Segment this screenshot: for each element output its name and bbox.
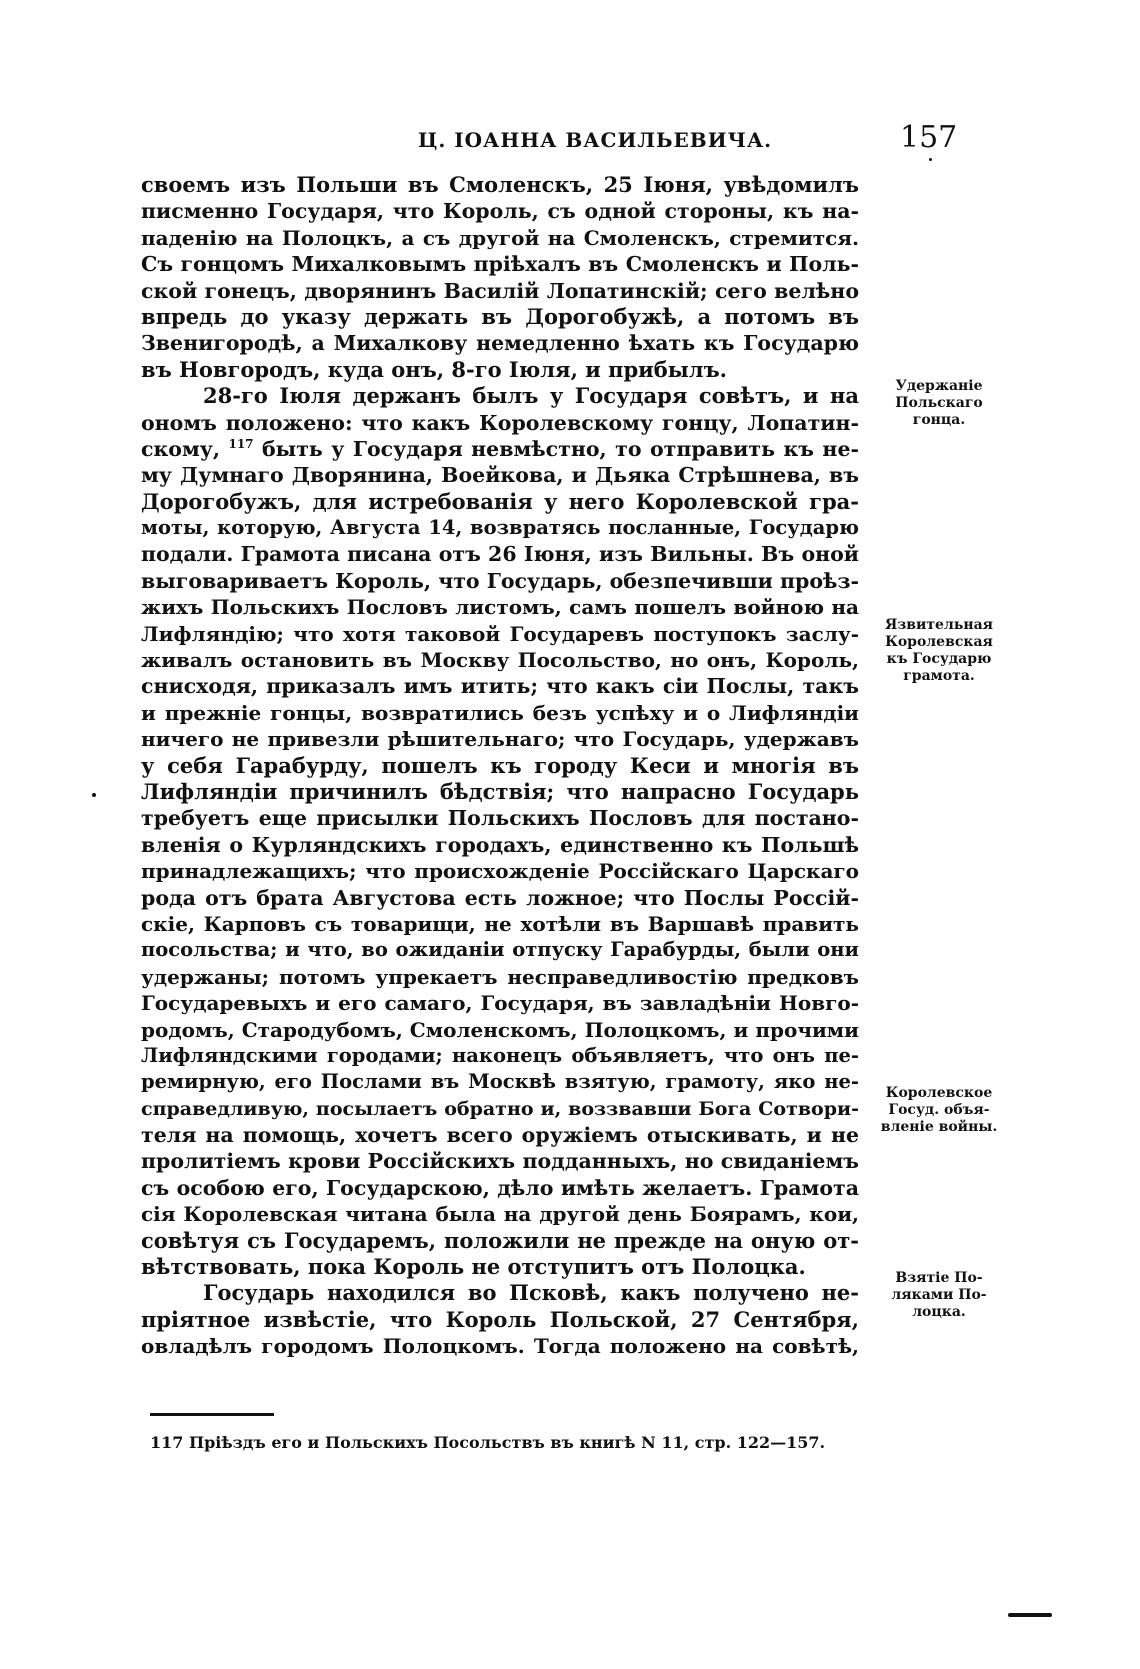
margin-note-polotsk-taken — [876, 1270, 1002, 1321]
text-line: ремирную, его Послами въ Москвѣ взятую, грамоту, яко не- — [141, 1070, 859, 1094]
margin-note-line: Госуд. объя- — [888, 1102, 990, 1118]
text-line: подали. Грамота писана отъ 26 Іюня, изъ Вильны. Въ оной — [141, 542, 859, 567]
text-line: 28-го Іюля держанъ былъ у Государя совѣтъ, и на — [203, 383, 859, 409]
text-line: у себя Гарабурду, пошелъ къ городу Кеси и многія въ — [141, 752, 859, 778]
text-line: ономъ положено: что какъ Королевскому гонцу, Лопатин- — [141, 410, 859, 435]
margin-note-line: Язвительная — [884, 617, 993, 633]
text-line: рода отъ брата Августова есть ложное; что Послы Россій- — [141, 885, 859, 910]
text-line: писменно Государя, что Король, съ одной стороны, къ на- — [141, 199, 859, 224]
text-line: ничего не привезли рѣшительнаго; что Государь, удержавъ — [141, 727, 859, 752]
text-line: моты, которую, Августа 14, возвратясь посланные, Государю — [141, 516, 859, 540]
margin-note-line: грамота. — [903, 668, 975, 684]
text-line: сія Королевская читана была на другой день Боярамъ, кои, — [141, 1202, 859, 1227]
text-line: Лифляндскими городами; наконецъ объявляетъ, что онъ пе- — [141, 1043, 859, 1067]
text-line: паденію на Полоцкъ, а съ другой на Смоленскъ, стремится. — [141, 225, 859, 250]
margin-note-line: Королевская — [885, 634, 993, 650]
text-line: съ особою его, Государскою, дѣло имѣть желаетъ. Грамота — [141, 1175, 859, 1200]
footnote-divider — [150, 1413, 274, 1416]
text-line: и прежніе гонцы, возвратились безъ успѣху и о Лифляндіи — [141, 700, 859, 725]
margin-note-line: Польскаго — [895, 395, 983, 411]
text-line: пролитіемъ крови Россійскихъ подданныхъ, но свиданіемъ — [141, 1149, 859, 1174]
text-fragment: скому, — [141, 436, 221, 461]
text-line: своемъ изъ Польши въ Смоленскъ, 25 Іюня, увѣдомилъ — [141, 172, 859, 197]
text-line: родомъ, Стародубомъ, Смоленскомъ, Полоцкомъ, и прочими — [141, 1017, 859, 1042]
scan-speck — [92, 793, 96, 797]
footnote-reference: 117 — [228, 437, 254, 452]
text-line: вѣтствовать, пока Король не отступитъ отъ Полоцка. — [141, 1254, 806, 1280]
text-line: вленія о Курляндскихъ городахъ, единственно къ Польшѣ — [141, 832, 859, 857]
text-line: овладѣлъ городомъ Полоцкомъ. Тогда положено на совѣтѣ, — [141, 1334, 859, 1359]
margin-note-line: лоцка. — [912, 1304, 966, 1320]
text-line: Дорогобужъ, для истребованія у него Королевской гра- — [141, 488, 859, 514]
text-line: Государь находился во Псковѣ, какъ получено не- — [203, 1280, 859, 1306]
text-line: снисходя, приказалъ имъ итить; что какъ сіи Послы, такъ — [141, 674, 859, 699]
text-line: удержаны; потомъ упрекаетъ несправедливостію предковъ — [141, 964, 859, 989]
text-line: въ Новгородъ, куда онъ, 8-го Іюля, и прибылъ. — [141, 356, 727, 382]
text-line: Лифляндію; что хотя таковой Государевъ поступокъ заслу- — [141, 621, 859, 646]
main-text — [141, 172, 859, 1360]
margin-note-envoy-detained — [876, 378, 1002, 429]
text-line: жихъ Польскихъ Пословъ листомъ, самъ пошелъ войною на — [141, 595, 859, 620]
text-line: теля на помощь, хочетъ всего оружіемъ отыскивать, и не — [141, 1123, 859, 1148]
text-line — [141, 436, 859, 462]
text-line: впредь до указу держать въ Дорогобужѣ, а потомъ въ — [141, 303, 859, 329]
text-line: совѣтуя съ Государемъ, положили не прежде на оную от- — [141, 1227, 859, 1253]
running-head: Ц. ІОАННА ВАСИЛЬЕВИЧА. — [418, 128, 773, 152]
margin-note-line: ляками По- — [891, 1287, 987, 1303]
text-line: требуетъ еще присылки Польскихъ Пословъ для постано- — [141, 806, 859, 831]
scan-smudge — [1008, 1613, 1052, 1617]
margin-note-royal-letter — [876, 617, 1002, 685]
page-number: 157 — [900, 120, 958, 155]
scan-speck — [929, 158, 932, 161]
text-line: скіе, Карповъ съ товарищи, не хотѣли въ Варшавѣ править — [141, 911, 859, 936]
margin-note-line: вленіе войны. — [880, 1119, 998, 1135]
text-line: Звенигородѣ, а Михалкову немедленно ѣхать къ Государю — [141, 331, 859, 356]
text-line: Лифляндіи причинилъ бѣдствія; что напрасно Государь — [141, 778, 859, 804]
margin-note-line: гонца. — [912, 412, 966, 428]
text-line: Государевыхъ и его самаго, Государя, въ завладѣніи Новго- — [141, 991, 859, 1016]
text-line: справедливую, посылаетъ обратно и, воззвавши Бога Сотвори- — [141, 1097, 859, 1120]
text-line: живалъ остановить въ Москву Посольство, но онъ, Король, — [141, 648, 859, 673]
text-line: посольства; и что, во ожиданіи отпуску Гарабурды, были они — [141, 938, 859, 962]
text-line: принадлежащихъ; что происхожденіе Россійскаго Царскаго — [141, 859, 859, 884]
margin-note-line: Взятіе По- — [895, 1270, 983, 1286]
margin-note-line: Королевское — [885, 1085, 993, 1101]
text-line: выговариваетъ Король, что Государь, обезпечивши проѣз- — [141, 568, 859, 593]
margin-note-line: Удержаніе — [895, 378, 983, 394]
margin-note-war-declaration — [876, 1085, 1002, 1136]
text-line: ской гонецъ, дворянинъ Василій Лопатинскій; сего велѣно — [141, 278, 859, 303]
text-line: пріятное извѣстіе, что Король Польской, 27 Сентября, — [141, 1306, 859, 1332]
footnote: 117 Пріѣздъ его и Польскихъ Посольствъ въ книгѣ N 11, стр. 122—157. — [150, 1433, 826, 1452]
text-fragment: быть у Государя невмѣстно, то отправить къ не- — [262, 436, 859, 461]
text-line: му Думнаго Дворянина, Воейкова, и Дьяка Стрѣшнева, въ — [141, 463, 859, 488]
margin-note-line: къ Государю — [886, 651, 992, 667]
text-line: Съ гонцомъ Михалковымъ пріѣхалъ въ Смоленскъ и Поль- — [141, 252, 859, 277]
